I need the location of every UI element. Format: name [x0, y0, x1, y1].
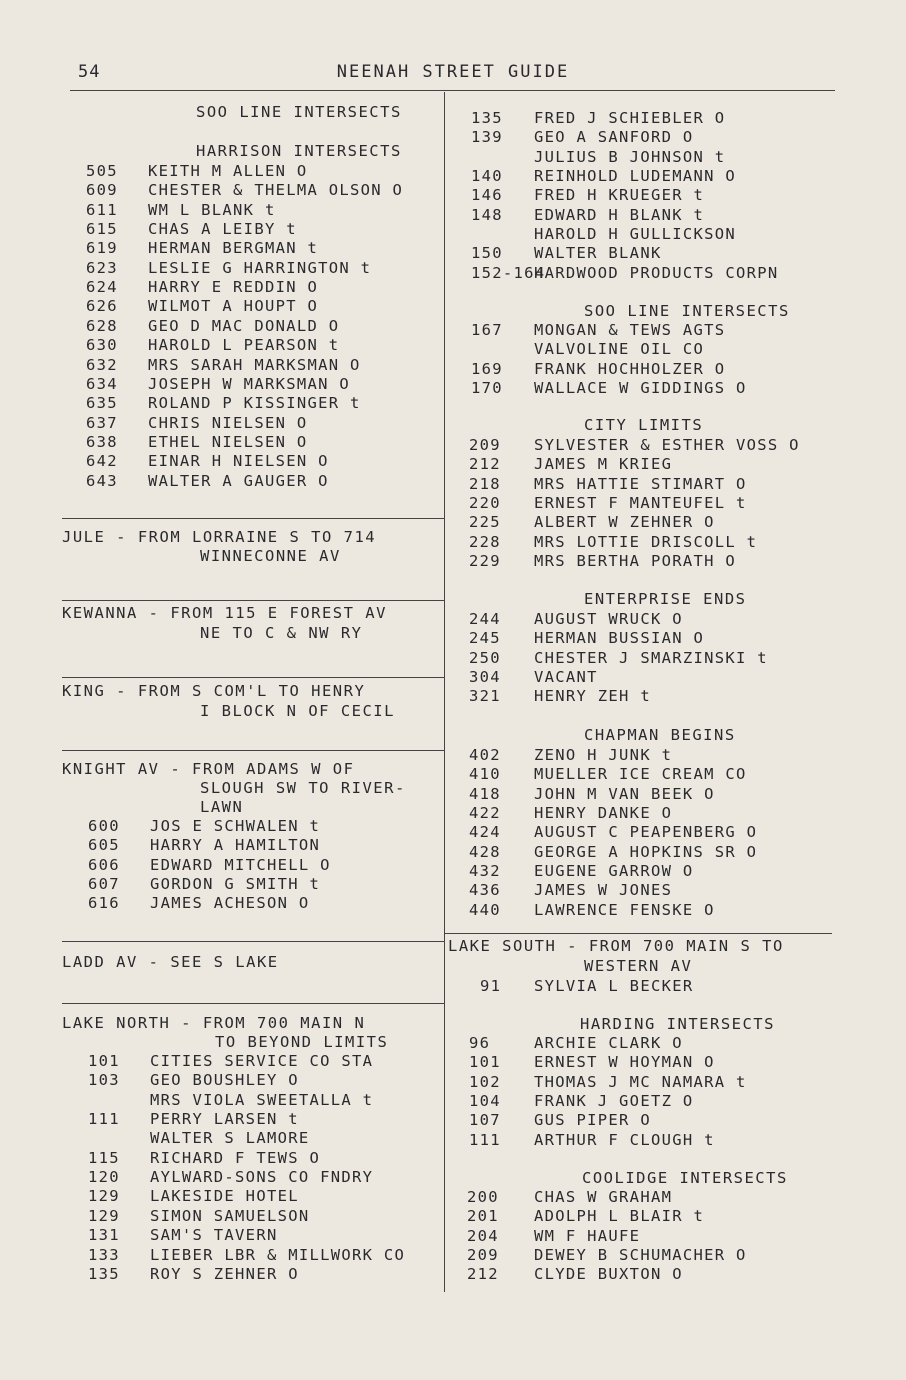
resident-name: CHRIS NIELSEN O	[148, 413, 308, 432]
resident-name: CHAS A LEIBY t	[148, 220, 297, 239]
list-item	[471, 360, 901, 379]
house-number: 607	[88, 875, 120, 894]
resident-name: GEORGE A HOPKINS SR O	[534, 842, 758, 861]
house-number: 212	[467, 1265, 499, 1284]
chapman-heading: CHAPMAN BEGINS	[584, 726, 736, 744]
list-item	[471, 264, 901, 283]
resident-name: EINAR H NIELSEN O	[148, 452, 329, 471]
resident-name: SYLVESTER & ESTHER VOSS O	[534, 436, 800, 454]
list-item	[471, 225, 901, 244]
king-street-heading-cont: I BLOCK N OF CECIL	[200, 702, 395, 720]
lake-north-heading: LAKE NORTH - FROM 700 MAIN N	[62, 1014, 366, 1032]
list-item	[471, 321, 901, 340]
house-number: 228	[469, 532, 501, 551]
list-item	[471, 379, 901, 398]
list-item	[86, 259, 516, 278]
resident-name: JAMES W JONES	[534, 881, 673, 900]
list-item	[480, 977, 906, 996]
kewanna-street-heading: KEWANNA - FROM 115 E FOREST AV	[62, 604, 387, 622]
house-number: 321	[469, 687, 501, 706]
house-number: 135	[471, 109, 503, 127]
enterprise-heading: ENTERPRISE ENDS	[584, 590, 747, 608]
resident-name: MRS BERTHA PORATH O	[534, 552, 737, 571]
resident-name: EUGENE GARROW O	[534, 862, 694, 881]
list-item	[469, 1092, 899, 1111]
resident-name: CHAS W GRAHAM	[534, 1188, 673, 1206]
list-item	[88, 817, 518, 836]
resident-name: WM L BLANK t	[148, 200, 276, 219]
lake-north-heading-cont: TO BEYOND LIMITS	[215, 1033, 389, 1051]
resident-name: ARCHIE CLARK O	[534, 1034, 683, 1052]
house-number: 107	[469, 1111, 501, 1130]
house-number: 133	[88, 1245, 120, 1264]
resident-name: ARTHUR F CLOUGH t	[534, 1130, 715, 1149]
page-title: NEENAH STREET GUIDE	[336, 62, 570, 82]
list-item	[86, 278, 516, 297]
lake-south-heading-cont: WESTERN AV	[584, 957, 693, 975]
house-number: 209	[469, 436, 501, 454]
house-number: 436	[469, 881, 501, 900]
list-item	[88, 1265, 518, 1284]
house-number: 244	[469, 610, 501, 628]
list-item	[471, 244, 901, 263]
resident-name: SIMON SAMUELSON	[150, 1206, 310, 1225]
list-item	[467, 1227, 897, 1246]
resident-name: SAM'S TAVERN	[150, 1226, 278, 1245]
resident-name: MONGAN & TEWS AGTS	[534, 321, 726, 339]
house-number: 632	[86, 355, 118, 374]
list-item	[469, 513, 899, 532]
list-item	[86, 181, 516, 200]
resident-name: FRED J SCHIEBLER O	[534, 109, 726, 127]
page-number: 54	[78, 62, 101, 82]
list-item	[88, 1246, 518, 1265]
house-number: 440	[469, 900, 501, 919]
harding-heading: HARDING INTERSECTS	[580, 1015, 775, 1033]
resident-name: ADOLPH L BLAIR t	[534, 1207, 705, 1226]
list-item	[469, 1053, 899, 1072]
house-number: 505	[86, 162, 118, 180]
list-item	[86, 433, 516, 452]
jule-street-heading: JULE - FROM LORRAINE S TO 714	[62, 528, 377, 546]
house-number: 402	[469, 746, 501, 764]
resident-name: REINHOLD LUDEMANN O	[534, 167, 737, 186]
house-number: 102	[469, 1072, 501, 1091]
resident-name: FRANK HOCHHOLZER O	[534, 359, 726, 378]
soo-line-heading: SOO LINE INTERSECTS	[196, 103, 402, 121]
list-item	[467, 1207, 897, 1226]
list-item	[469, 785, 899, 804]
house-number: 605	[88, 836, 120, 855]
resident-name: HENRY ZEH t	[534, 687, 651, 706]
resident-name: SYLVIA L BECKER	[534, 977, 694, 995]
list-item	[469, 862, 899, 881]
list-item	[88, 1149, 518, 1168]
resident-name: HAROLD H GULLICKSON	[534, 225, 737, 244]
house-number: 140	[471, 167, 503, 186]
header-rule	[70, 90, 835, 91]
list-item	[471, 167, 901, 186]
resident-name: GEO A SANFORD O	[534, 128, 694, 147]
list-item	[469, 552, 899, 571]
list-item	[88, 836, 518, 855]
resident-name: ETHEL NIELSEN O	[148, 432, 308, 451]
house-number: 304	[469, 668, 501, 687]
resident-name: JOSEPH W MARKSMAN O	[148, 374, 351, 393]
knight-street-heading-cont: SLOUGH SW TO RIVER-	[200, 779, 406, 797]
list-item	[469, 843, 899, 862]
resident-name: FRANK J GOETZ O	[534, 1092, 694, 1111]
city-limits-heading: CITY LIMITS	[584, 416, 704, 434]
resident-name: JOS E SCHWALEN t	[150, 817, 321, 835]
list-item	[469, 610, 899, 629]
list-item	[88, 1207, 518, 1226]
list-item	[469, 1073, 899, 1092]
house-number: 209	[467, 1246, 499, 1265]
list-item	[469, 687, 899, 706]
resident-name: ZENO H JUNK t	[534, 746, 673, 764]
resident-name: LESLIE G HARRINGTON t	[148, 258, 372, 277]
resident-name: KEITH M ALLEN O	[148, 162, 308, 180]
house-number: 129	[88, 1206, 120, 1225]
resident-name: MRS HATTIE STIMART O	[534, 474, 747, 493]
house-number: 600	[88, 817, 120, 835]
resident-name: LAKESIDE HOTEL	[150, 1187, 299, 1206]
resident-name: THOMAS J MC NAMARA t	[534, 1072, 747, 1091]
resident-name: RICHARD F TEWS O	[150, 1148, 321, 1167]
list-item	[469, 668, 899, 687]
list-item	[86, 414, 516, 433]
resident-name: WALLACE W GIDDINGS O	[534, 379, 747, 398]
list-item	[88, 1071, 518, 1090]
resident-name: LIEBER LBR & MILLWORK CO	[150, 1245, 406, 1264]
resident-name: GUS PIPER O	[534, 1111, 651, 1130]
list-item	[467, 1188, 897, 1207]
list-item	[88, 875, 518, 894]
house-number: 624	[86, 278, 118, 297]
list-item	[469, 765, 899, 784]
house-number: 611	[86, 200, 118, 219]
section-divider	[62, 677, 444, 678]
resident-name: MRS SARAH MARKSMAN O	[148, 355, 361, 374]
list-item	[86, 239, 516, 258]
list-item	[86, 336, 516, 355]
soo-line-heading-right: SOO LINE INTERSECTS	[584, 302, 790, 320]
resident-name: HERMAN BUSSIAN O	[534, 629, 705, 648]
list-item	[88, 856, 518, 875]
house-number: 225	[469, 513, 501, 532]
resident-name: HARRY E REDDIN O	[148, 278, 319, 297]
resident-name: HERMAN BERGMAN t	[148, 239, 319, 258]
list-item	[86, 220, 516, 239]
house-number: 146	[471, 186, 503, 205]
house-number: 212	[469, 455, 501, 474]
house-number: 152-164	[471, 263, 546, 282]
house-number: 615	[86, 220, 118, 239]
resident-name: JULIUS B JOHNSON t	[534, 147, 726, 166]
section-divider	[62, 600, 444, 601]
house-number: 111	[88, 1110, 120, 1129]
section-divider	[62, 518, 444, 519]
resident-name: CLYDE BUXTON O	[534, 1265, 683, 1284]
house-number: 101	[469, 1053, 501, 1072]
house-number: 148	[471, 205, 503, 224]
resident-name: JAMES ACHESON O	[150, 894, 310, 913]
resident-name: DEWEY B SCHUMACHER O	[534, 1246, 747, 1265]
resident-name: MRS VIOLA SWEETALLA t	[150, 1090, 374, 1109]
list-item	[88, 1091, 518, 1110]
list-item	[88, 1226, 518, 1245]
list-item	[88, 1168, 518, 1187]
house-number: 170	[471, 379, 503, 398]
list-item	[86, 162, 516, 181]
resident-name: GORDON G SMITH t	[150, 875, 321, 894]
resident-name: JOHN M VAN BEEK O	[534, 784, 715, 803]
resident-name: AYLWARD-SONS CO FNDRY	[150, 1168, 374, 1187]
resident-name: JAMES M KRIEG	[534, 455, 673, 474]
resident-name: HARDWOOD PRODUCTS CORPN	[534, 263, 779, 282]
house-number: 150	[471, 244, 503, 263]
list-item	[86, 375, 516, 394]
house-number: 606	[88, 855, 120, 874]
list-item	[469, 475, 899, 494]
list-item	[88, 1187, 518, 1206]
house-number: 634	[86, 374, 118, 393]
list-item	[88, 1052, 518, 1071]
ladd-street-heading: LADD AV - SEE S LAKE	[62, 953, 279, 971]
house-number: 250	[469, 648, 501, 667]
house-number: 218	[469, 474, 501, 493]
house-number: 245	[469, 629, 501, 648]
house-number: 418	[469, 784, 501, 803]
resident-name: GEO D MAC DONALD O	[148, 316, 340, 335]
house-number: 200	[467, 1188, 499, 1206]
house-number: 609	[86, 181, 118, 200]
house-number: 139	[471, 128, 503, 147]
list-item	[86, 201, 516, 220]
resident-name: AUGUST WRUCK O	[534, 610, 683, 628]
house-number: 169	[471, 359, 503, 378]
list-item	[86, 452, 516, 471]
list-item	[469, 823, 899, 842]
list-item	[469, 1111, 899, 1130]
house-number: 643	[86, 471, 118, 490]
resident-name: CITIES SERVICE CO STA	[150, 1052, 374, 1070]
list-item	[469, 1034, 899, 1053]
resident-name: AUGUST C PEAPENBERG O	[534, 823, 758, 842]
list-item	[88, 1110, 518, 1129]
list-item	[86, 394, 516, 413]
jule-street-heading-cont: WINNECONNE AV	[200, 547, 341, 565]
list-item	[469, 881, 899, 900]
house-number: 616	[88, 894, 120, 913]
section-divider	[62, 941, 444, 942]
house-number: 120	[88, 1168, 120, 1187]
harrison-heading: HARRISON INTERSECTS	[196, 142, 402, 160]
resident-name: WILMOT A HOUPT O	[148, 297, 319, 316]
list-item	[469, 629, 899, 648]
lake-south-heading: LAKE SOUTH - FROM 700 MAIN S TO	[448, 937, 784, 955]
section-divider	[62, 1003, 444, 1004]
house-number: 626	[86, 297, 118, 316]
list-item	[469, 455, 899, 474]
resident-name: HENRY DANKE O	[534, 804, 673, 823]
list-item	[88, 894, 518, 913]
resident-name: WM F HAUFE	[534, 1226, 641, 1245]
resident-name: CHESTER & THELMA OLSON O	[148, 181, 404, 200]
resident-name: MRS LOTTIE DRISCOLL t	[534, 532, 758, 551]
list-item	[469, 746, 899, 765]
house-number: 111	[469, 1130, 501, 1149]
resident-name: ROY S ZEHNER O	[150, 1264, 299, 1283]
house-number: 96	[469, 1034, 491, 1052]
king-street-heading: KING - FROM S COM'L TO HENRY	[62, 682, 366, 700]
resident-name: ERNEST W HOYMAN O	[534, 1053, 715, 1072]
house-number: 229	[469, 552, 501, 571]
house-number: 167	[471, 321, 503, 339]
knight-street-heading: KNIGHT AV - FROM ADAMS W OF	[62, 760, 355, 778]
house-number: 424	[469, 823, 501, 842]
house-number: 201	[467, 1207, 499, 1226]
list-item	[469, 804, 899, 823]
coolidge-heading: COOLIDGE INTERSECTS	[582, 1169, 788, 1187]
house-number: 103	[88, 1071, 120, 1090]
resident-name: ALBERT W ZEHNER O	[534, 513, 715, 532]
house-number: 410	[469, 765, 501, 784]
list-item	[86, 356, 516, 375]
resident-name: FRED H KRUEGER t	[534, 186, 705, 205]
section-divider	[444, 933, 832, 934]
house-number: 104	[469, 1092, 501, 1111]
resident-name: CHESTER J SMARZINSKI t	[534, 648, 768, 667]
resident-name: WALTER S LAMORE	[150, 1129, 310, 1148]
list-item	[471, 128, 901, 147]
resident-name: VALVOLINE OIL CO	[534, 340, 705, 359]
resident-name: PERRY LARSEN t	[150, 1110, 299, 1129]
resident-name: LAWRENCE FENSKE O	[534, 900, 715, 919]
list-item	[469, 494, 899, 513]
house-number: 101	[88, 1052, 120, 1070]
resident-name: HAROLD L PEARSON t	[148, 336, 340, 355]
list-item	[86, 317, 516, 336]
house-number: 628	[86, 316, 118, 335]
house-number: 432	[469, 862, 501, 881]
house-number: 135	[88, 1264, 120, 1283]
list-item	[469, 436, 899, 455]
list-item	[469, 901, 899, 920]
list-item	[467, 1265, 897, 1284]
house-number: 129	[88, 1187, 120, 1206]
house-number: 131	[88, 1226, 120, 1245]
list-item	[469, 649, 899, 668]
kewanna-street-heading-cont: NE TO C & NW RY	[200, 624, 363, 642]
resident-name: VACANT	[534, 668, 598, 687]
list-item	[471, 340, 901, 359]
house-number: 619	[86, 239, 118, 258]
list-item	[471, 186, 901, 205]
list-item	[469, 1131, 899, 1150]
list-item	[471, 148, 901, 167]
resident-name: EDWARD MITCHELL O	[150, 855, 331, 874]
list-item	[471, 206, 901, 225]
resident-name: WALTER BLANK	[534, 244, 662, 263]
house-number: 422	[469, 804, 501, 823]
list-item	[467, 1246, 897, 1265]
resident-name: GEO BOUSHLEY O	[150, 1071, 299, 1090]
resident-name: ERNEST F MANTEUFEL t	[534, 494, 747, 513]
list-item	[88, 1129, 518, 1148]
house-number: 428	[469, 842, 501, 861]
house-number: 204	[467, 1226, 499, 1245]
house-number: 115	[88, 1148, 120, 1167]
list-item	[469, 533, 899, 552]
list-item	[471, 109, 901, 128]
house-number: 91	[480, 977, 502, 995]
resident-name: MUELLER ICE CREAM CO	[534, 765, 747, 784]
knight-street-heading-cont2: LAWN	[200, 798, 244, 816]
house-number: 630	[86, 336, 118, 355]
house-number: 635	[86, 394, 118, 413]
house-number: 642	[86, 452, 118, 471]
resident-name: ROLAND P KISSINGER t	[148, 394, 361, 413]
resident-name: WALTER A GAUGER O	[148, 471, 329, 490]
house-number: 638	[86, 432, 118, 451]
list-item	[86, 297, 516, 316]
resident-name: EDWARD H BLANK t	[534, 205, 705, 224]
section-divider	[62, 750, 444, 751]
house-number: 637	[86, 413, 118, 432]
list-item	[86, 472, 516, 491]
resident-name: HARRY A HAMILTON	[150, 836, 321, 855]
house-number: 623	[86, 258, 118, 277]
house-number: 220	[469, 494, 501, 513]
